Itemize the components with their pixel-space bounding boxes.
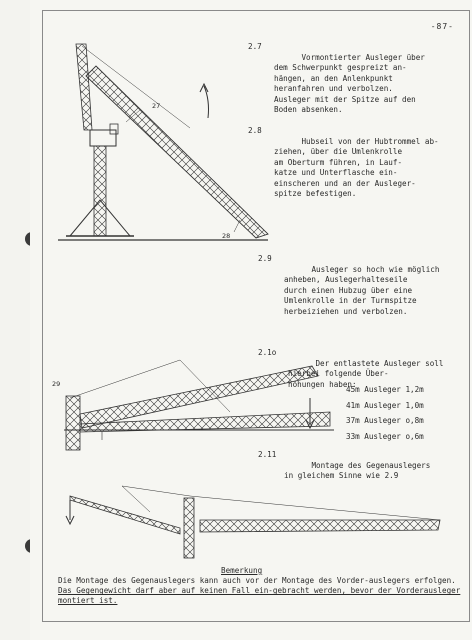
- table-row: 41m Ausleger 1,0m: [346, 400, 424, 410]
- figure-3-counter-jib: [66, 486, 440, 558]
- step-number: 2.7: [248, 42, 262, 51]
- step-number: 2.1o: [258, 348, 277, 357]
- remark-title: Bemerkung: [221, 566, 263, 575]
- step-text: Montage des Gegenauslegers in gleichem Sinne wie 2.9: [284, 460, 431, 480]
- remark-underlined: Das Gegengewicht darf aber auf keinen Fall ein-gebracht werden, bevor der Vorderausleger montiert ist.: [58, 586, 461, 606]
- table-row: 33m Ausleger o,6m: [346, 431, 424, 441]
- remark-plain: Die Montage des Gegenauslegers kann auch vor der Montage des Vorder-auslegers erfolgen.: [58, 576, 456, 585]
- figure-label-29: 29: [52, 380, 61, 388]
- step-text: Vormontierter Ausleger über dem Schwerpunkt gespreizt an- hängen, an den Anlenkpunkt heranfahren und verbolzen. Ausleger mit der Spitze auf den Boden absenken.: [274, 52, 425, 114]
- remark-text: [58, 576, 468, 607]
- table-row: 37m Ausleger o,8m: [346, 416, 424, 426]
- step-2-8: [248, 126, 439, 198]
- step-2-7: [248, 42, 425, 114]
- step-2-9: [258, 254, 440, 316]
- step-number: 2.9: [258, 254, 272, 263]
- document-page: [30, 0, 472, 640]
- table-row: 45m Ausleger 1,2m: [346, 385, 424, 394]
- overhang-table: [346, 382, 424, 444]
- figure-label-28: 28: [222, 232, 231, 240]
- step-number: 2.8: [248, 126, 262, 135]
- step-text: Ausleger so hoch wie möglich anheben, Auslegerhalteseile durch einen Hubzug über eine Umlenkrolle in der Turmspitze herbeiziehen und verbolzen.: [284, 264, 440, 316]
- page-number: -87-: [430, 22, 454, 31]
- step-text: Hubseil von der Hubtrommel ab- ziehen, über die Umlenkrolle am Oberturm führen, in Lauf- katze und Unterflasche ein- einscheren und an der Ausleger- spitze befestigen.: [274, 136, 439, 198]
- figure-1-boom-on-ground: [58, 44, 268, 240]
- step-text: Der entlastete Ausleger soll hierbei folgende Über- höhungen haben:: [288, 358, 444, 389]
- step-2-11: [258, 450, 431, 492]
- figure-label-27: 27: [152, 102, 161, 110]
- step-number: 2.11: [258, 450, 277, 459]
